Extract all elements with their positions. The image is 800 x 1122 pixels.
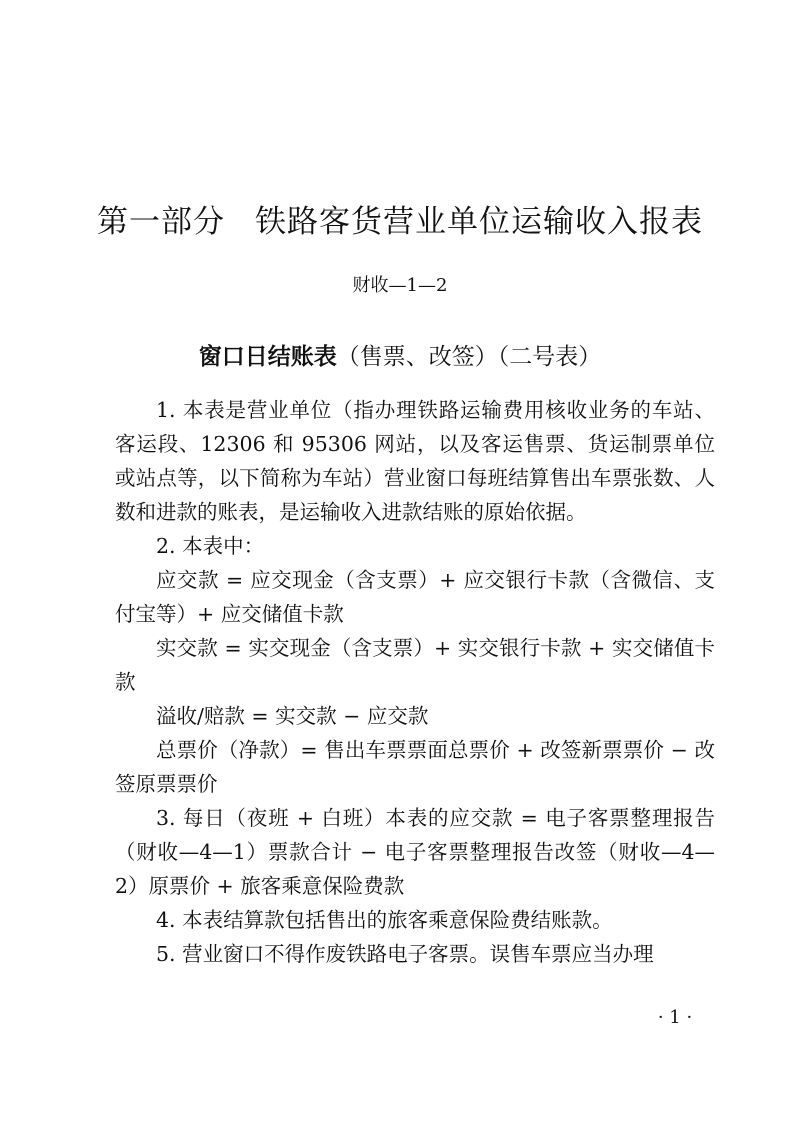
paragraph-formula-surplus: 溢收/赔款 = 实交款 − 应交款 bbox=[156, 704, 429, 728]
paragraph-1: 1. 本表是营业单位（指办理铁路运输费用核收业务的车站、客运段、12306 和 95306 网站，以及客运售票、货运制票单位或站点等，以下简称为车站）营业窗口每班结算售出车票张数、人数和进款的账表，是运输收入进款结账的原始依据。 bbox=[115, 398, 715, 524]
page-number: · 1 · bbox=[657, 1007, 693, 1028]
paragraph-formula-paid: 实交款 = 实交现金（含支票）+ 实交银行卡款 + 实交储值卡款 bbox=[115, 636, 715, 694]
paragraph-4: 4. 本表结算款包括售出的旅客乘意保险费结账款。 bbox=[156, 908, 613, 932]
paragraph-3: 3. 每日（夜班 + 白班）本表的应交款 = 电子客票整理报告（财收—4—1）票款合计 − 电子客票整理报告改签（财收—4—2）原票价 + 旅客乘意保险费款 bbox=[115, 806, 715, 898]
part-label: 第一部分 bbox=[97, 204, 225, 240]
paragraph-formula-payable: 应交款 = 应交现金（含支票）+ 应交银行卡款（含微信、支付宝等）+ 应交储值卡款 bbox=[115, 568, 715, 626]
form-code: 财收—1—2 bbox=[352, 275, 448, 296]
paragraph-formula-total-fare: 总票价（净款）= 售出车票票面总票价 + 改签新票票价 − 改签原票票价 bbox=[115, 738, 715, 796]
table-title-suffix: （售票、改签）（二号表） bbox=[336, 344, 602, 370]
table-title-main: 窗口日结账表 bbox=[198, 343, 337, 370]
part-title bbox=[60, 196, 740, 241]
part-title-text: 铁路客货营业单位运输收入报表 bbox=[255, 204, 703, 240]
paragraph-2: 2. 本表中： bbox=[156, 534, 265, 558]
table-title bbox=[0, 338, 800, 371]
paragraph-5: 5. 营业窗口不得作废铁路电子客票。误售车票应当办理 bbox=[156, 942, 654, 966]
body-text bbox=[115, 393, 715, 971]
